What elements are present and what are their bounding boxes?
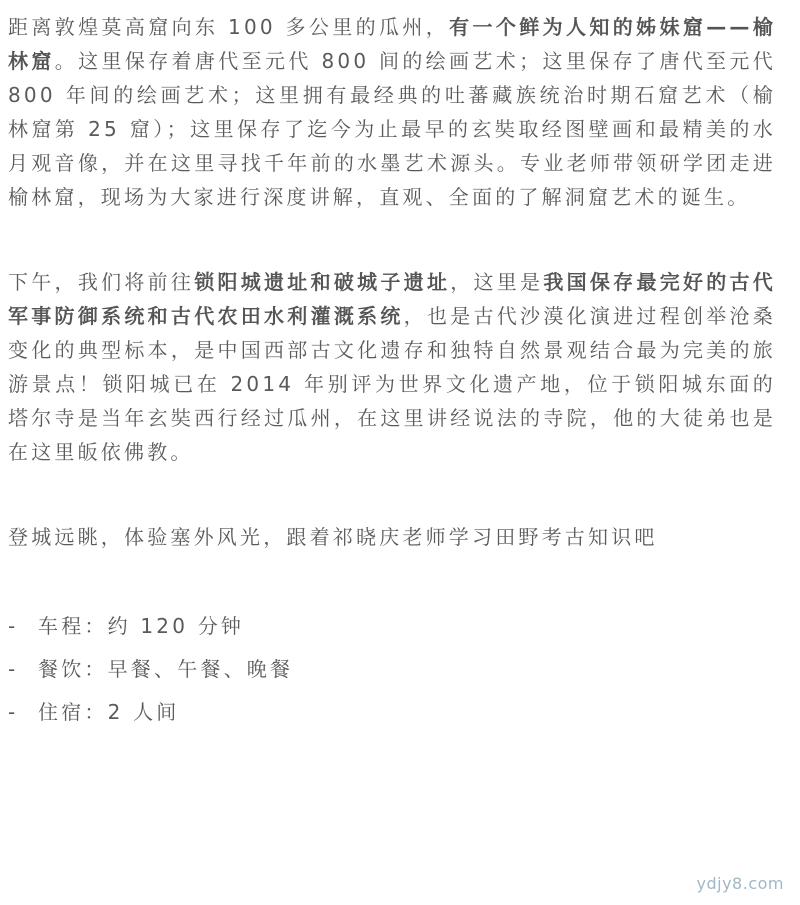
spacer bbox=[8, 554, 776, 605]
list-dash: - bbox=[8, 614, 19, 638]
paragraph-suoyang-city bbox=[8, 265, 776, 469]
text-segment: ，这里是 bbox=[450, 270, 544, 294]
text-segment: ，也是古代沙漠化演进过程创举沧桑变化的典型标本，是中国西部古文化遗存和独特自然景观结合最为完美的旅游景点！锁阳城已在 2014 年别评为世界文化遗产地，位于锁阳城东面的塔尔寺是当年玄奘西行经过瓜州，在这里讲经说法的寺院，他的大徒弟也是在这里皈依佛教。 bbox=[8, 304, 776, 464]
list-label: 车程： bbox=[38, 614, 108, 638]
text-segment: 。这里保存着唐代至元代 800 间的绘画艺术；这里保存了唐代至元代 800 年间的绘画艺术；这里拥有最经典的吐蕃藏族统治时期石窟艺术（榆林窟第 25 窟）；这里保存了迄今为止最早的玄奘取经图壁画和最精美的水月观音像，并在这里寻找千年前的水墨艺术源头。专业老师带领研学团走进榆林窟，现场为大家进行深度讲解，直观、全面的了解洞窟艺术的诞生。 bbox=[8, 49, 776, 209]
watermark-text: ydjy8.com bbox=[696, 874, 784, 893]
itinerary-details-list bbox=[8, 605, 776, 734]
article-body bbox=[8, 10, 776, 734]
paragraph-yulin-cave bbox=[8, 10, 776, 214]
list-dash: - bbox=[8, 657, 19, 681]
list-value: 早餐、午餐、晚餐 bbox=[107, 657, 294, 681]
bold-text-systems: 我国保存最完好的古代军事防御系统和古代农田水利灌溉系统 bbox=[8, 270, 777, 328]
list-value: 2 人间 bbox=[107, 700, 180, 724]
list-item-meals bbox=[8, 648, 776, 691]
list-label: 住宿： bbox=[38, 700, 108, 724]
list-label: 餐饮： bbox=[38, 657, 108, 681]
spacer bbox=[8, 214, 776, 265]
paragraph-field-archaeology: 登城远眺，体验塞外风光，跟着祁晓庆老师学习田野考古知识吧 bbox=[8, 525, 658, 549]
bold-text-yulin: 有一个鲜为人知的姊妹窟——榆林窟 bbox=[8, 15, 776, 73]
list-item-accommodation bbox=[8, 691, 776, 734]
text-segment: 距离敦煌莫高窟向东 100 多公里的瓜州， bbox=[8, 15, 450, 39]
list-dash: - bbox=[8, 700, 19, 724]
text-segment: 下午，我们将前往 bbox=[8, 270, 195, 294]
bold-text-sites: 锁阳城遗址和破城子遗址 bbox=[194, 270, 451, 294]
list-item-travel-time bbox=[8, 605, 776, 648]
list-value: 约 120 分钟 bbox=[107, 614, 245, 638]
spacer bbox=[8, 469, 776, 520]
